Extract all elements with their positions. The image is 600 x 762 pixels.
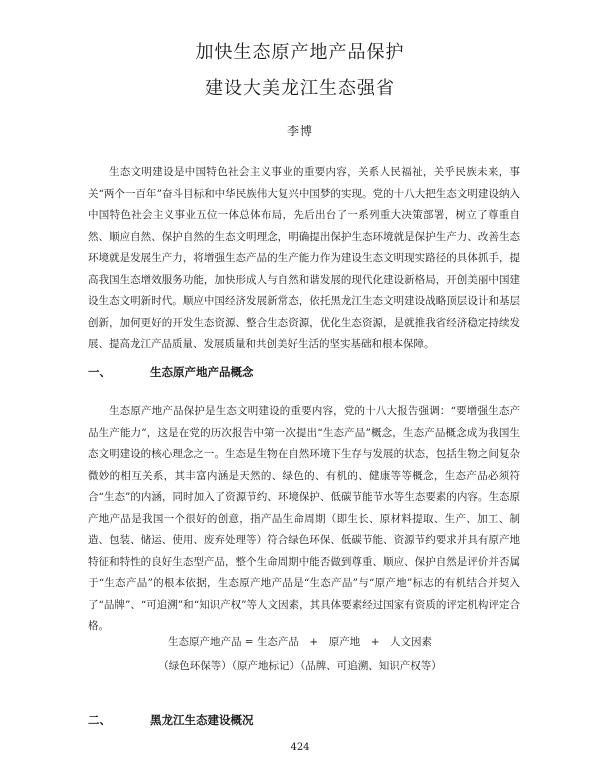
formula-line: 生态原产地产品 = 生态产品 + 原产地 + 人文因素 (167, 636, 433, 648)
section-title: 生态原产地产品概念 (150, 365, 254, 379)
formula-annotation: （绿色环保等）（原产地标记）（品牌、可追溯、知识产权等） (158, 660, 442, 672)
author-name: 李博 (286, 124, 313, 138)
section-heading-1 (88, 364, 254, 380)
section-number: 二、 (88, 713, 111, 727)
page-number: 424 (290, 742, 310, 753)
intro-paragraph: 生态文明建设是中国特色社会主义事业的重要内容，关系人民福祉，关乎民族未来，事关“两个一百年”奋斗目标和中华民族伟大复兴中国梦的实现。党的十八大把生态文明建设纳入中国特色社会主义事业五位一体总体布局，先后出台了一系列重大决策部署，树立了尊重自然、顺应自然、保护自然的生态文明理念，明确提出保护生态环境就是保护生产力、改善生态环境就是发展生产力，将增强生态产品的生产能力作为建设生态文明现实路径的具体抓手，提高我国生态增效服务功能，加快形成人与自然和谐发展的现代化建设新格局，开创美丽中国建设生态文明新时代。顺应中国经济发展新常态，依托黑龙江生态文明建设战略顶层设计和基层创新，加何更好的开发生态资源、整合生态资源，优化生态资源，是就推我省经济稳定持续发展、提高龙江产品质量、发展质量和共创美好生活的坚实基础和根本保障。 (88, 166, 520, 350)
article-title-line2: 建设大美龙江生态强省 (205, 78, 395, 99)
section1-paragraph: 生态原产地产品保护是生态文明建设的重要内容，党的十八大报告强调：“要增强生态产品生产能力”，这是在党的历次报告中第一次提出“生态产品”概念，生态产品概念成为我国生态文明建设的核心理念之一。生态是生物在自然环境下生存与发展的状态，包括生物之间复杂微妙的相互关系，其丰富内涵是天然的、绿色的、有机的、健康等等概念，生态产品必须符合“生态”的内涵，同时加入了资源节约、环境保护、低碳节能节水等生态要素的内容。生态原产地产品是我国一个很好的创意，指产品生命周期（即生长、原材料提取、生产、加工、制造、包装、储运、使用、废弃处理等）符合绿色环保、低碳节能、资源节约要求并具有原产地特征和特性的良好生态型产品，整个生命周期中能否做到尊重、顺应、保护自然是评价并否属于“生态产品”的根本依据，生态原产地产品是“生态产品”与“原产地”标志的有机结合并契入了“品牌”、“可追溯”和“知识产权”等人文因素，其具体要素经过国家有资质的评定机构评定合格。 (88, 405, 520, 632)
section-heading-2 (88, 712, 254, 728)
section-number: 一、 (88, 365, 111, 379)
article-title-line1: 加快生态原产地产品保护 (195, 42, 405, 63)
section-title: 黑龙江生态建设概况 (150, 713, 254, 727)
